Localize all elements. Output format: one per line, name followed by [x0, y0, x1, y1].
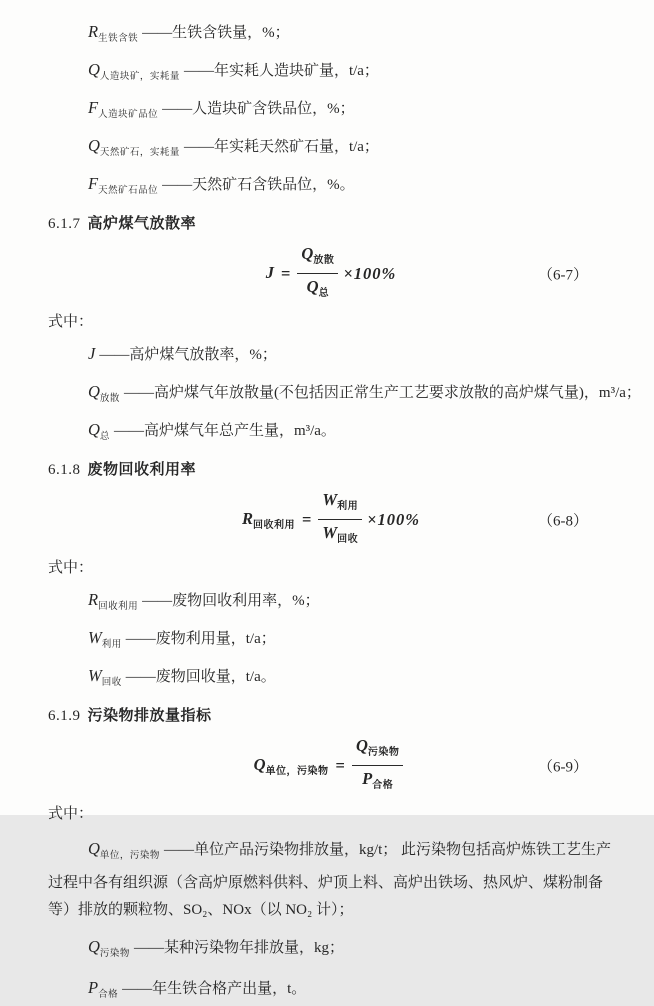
- variable-symbol: J: [265, 262, 274, 282]
- variable-subscript: 人造块矿，实耗量: [99, 72, 180, 82]
- section-heading: [48, 213, 614, 235]
- numerator: [318, 489, 362, 520]
- definition-text: ——年生铁合格产出量，t。: [122, 981, 307, 997]
- variable-symbol: W: [322, 490, 338, 509]
- equation-number: （6-9）: [538, 759, 588, 775]
- section-heading: [48, 459, 614, 481]
- variable-symbol: Q: [253, 754, 266, 774]
- variable-symbol: Q: [88, 420, 100, 439]
- variable-symbol: F: [88, 174, 99, 193]
- variable-subscript: 回收: [337, 534, 359, 545]
- fraction: [297, 243, 338, 304]
- definition-text: ——生铁含铁量，%；: [142, 25, 290, 41]
- numerator: [297, 243, 338, 274]
- definition-text: ——高炉煤气年放散量(不包括因正常生产工艺要求放散的高炉煤气量)，m³/a；: [123, 385, 641, 401]
- where-label: 式中：: [48, 314, 94, 330]
- denominator: [307, 274, 329, 304]
- denominator: [322, 520, 358, 550]
- variable-symbol: P: [362, 769, 373, 788]
- variable-symbol: Q: [88, 136, 100, 155]
- variable-subscript: 回收利用: [253, 519, 296, 531]
- definition-text: ——人造块矿含铁品位，%；: [162, 101, 355, 117]
- definition-line: [88, 381, 641, 410]
- variable-subscript: 污染物: [367, 747, 400, 758]
- definition-line: [88, 343, 614, 372]
- equals-sign: =: [302, 509, 312, 529]
- denominator: [362, 766, 393, 796]
- variable-subscript: 单位，污染物: [99, 851, 160, 861]
- variable-symbol: P: [88, 978, 99, 997]
- equals-sign: =: [335, 755, 345, 775]
- variable-symbol: J: [88, 344, 96, 363]
- section-number: 6.1.9: [48, 708, 81, 724]
- definition-paragraph: [48, 835, 614, 924]
- variable-symbol: R: [88, 22, 99, 41]
- variable-subscript: 放散: [313, 255, 335, 266]
- variable-subscript: 生铁含铁: [98, 34, 139, 44]
- definition-text: ——某种污染物年排放量，kg；: [133, 940, 344, 956]
- definition-line: [88, 135, 614, 164]
- variable-subscript: 回收利用: [98, 602, 139, 612]
- variable-symbol: Q: [355, 736, 368, 755]
- variable-symbol: Q: [88, 60, 100, 79]
- variable-subscript: 利用: [337, 501, 359, 512]
- formula-suffix: ×100%: [367, 509, 420, 529]
- variable-subscript: 天然矿石品位: [98, 186, 159, 196]
- definition-text: ——年实耗人造块矿量，t/a；: [183, 63, 379, 79]
- variable-symbol: F: [88, 98, 99, 117]
- definition-line: [88, 977, 614, 1006]
- definition-line: [88, 97, 614, 126]
- definition-line: [88, 627, 614, 656]
- variable-subscript: 总: [318, 288, 330, 299]
- definition-text: ——天然矿石含铁品位，%。: [162, 177, 355, 193]
- variable-symbol: W: [88, 666, 102, 685]
- section-title: 高炉煤气放散率: [87, 215, 197, 232]
- section-heading: [48, 705, 614, 727]
- variable-symbol: Q: [88, 839, 100, 858]
- where-label: 式中：: [48, 806, 94, 822]
- variable-subscript: 天然矿石，实耗量: [99, 148, 180, 158]
- definition-text: ——废物回收量，t/a。: [125, 669, 276, 685]
- variable-symbol: W: [88, 628, 102, 647]
- variable-subscript: 回收: [101, 678, 122, 688]
- variable-subscript: 单位，污染物: [265, 765, 329, 777]
- definition-text: ——高炉煤气放散率，%；: [99, 347, 277, 363]
- section-number: 6.1.8: [48, 462, 81, 478]
- definition-text: ——废物回收利用率，%；: [142, 593, 320, 609]
- section-title: 污染物排放量指标: [87, 707, 212, 724]
- variable-subscript: 合格: [98, 990, 119, 1000]
- variable-subscript: 人造块矿品位: [98, 110, 159, 120]
- formula-lhs: [266, 263, 274, 285]
- definition-line: [88, 173, 614, 202]
- definition-text: ——高炉煤气年总产生量，m³/a。: [113, 423, 336, 439]
- definition-line: [88, 936, 614, 965]
- variable-subscript: 放散: [99, 394, 120, 404]
- definition-line: [88, 589, 614, 618]
- variable-symbol: Q: [88, 937, 100, 956]
- definition-line: [88, 59, 614, 88]
- formula: [48, 243, 614, 304]
- fraction: [352, 735, 403, 796]
- definition-line: [88, 665, 614, 694]
- definition-text: ——年实耗天然矿石量，t/a；: [183, 139, 379, 155]
- where-label: 式中：: [48, 560, 94, 576]
- formula-lhs: [254, 755, 329, 777]
- variable-symbol: W: [322, 523, 338, 542]
- formula-lhs: [242, 509, 295, 531]
- variable-symbol: Q: [88, 382, 100, 401]
- variable-subscript: 利用: [101, 640, 122, 650]
- section-title: 废物回收利用率: [87, 461, 197, 478]
- variable-subscript: 污染物: [99, 949, 130, 959]
- variable-symbol: Q: [306, 277, 319, 296]
- numerator: [352, 735, 403, 766]
- formula-suffix: ×100%: [343, 263, 397, 283]
- definition-line: [88, 21, 614, 50]
- equals-sign: =: [281, 263, 291, 283]
- definition-text: ——单位产品污染物排放量，kg/t； 此污染物包括高炉炼铁工艺生产过程中各有组织源（含高炉原燃料供料、炉顶上料、高炉出铁场、热风炉、煤粉制备等）排放的颗粒物、SO₂、NOx（以 NO₂ 计）；: [48, 842, 612, 918]
- variable-subscript: 总: [99, 432, 110, 442]
- variable-subscript: 合格: [372, 780, 394, 791]
- equation-number: （6-7）: [538, 267, 588, 283]
- variable-symbol: R: [88, 590, 99, 609]
- section-number: 6.1.7: [48, 216, 81, 232]
- equation-number: （6-8）: [538, 513, 588, 529]
- variable-symbol: Q: [301, 244, 314, 263]
- formula: [48, 735, 614, 796]
- fraction: [318, 489, 362, 550]
- definition-line: [88, 419, 614, 448]
- variable-symbol: R: [242, 508, 254, 528]
- formula: [48, 489, 614, 550]
- definition-text: ——废物利用量，t/a；: [125, 631, 276, 647]
